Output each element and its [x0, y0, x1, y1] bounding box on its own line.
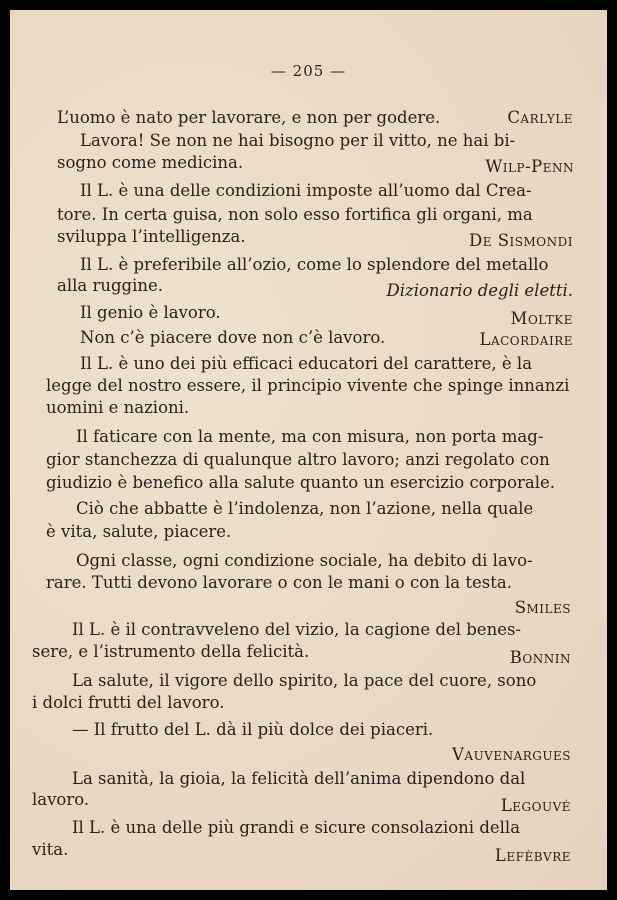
text-line: [10, 203, 607, 227]
line-text: gior stanchezza di qualunque altro lavoro; anzi regolato con: [46, 450, 550, 469]
quote-author: Wilp-Penn: [485, 157, 574, 176]
book-page: [10, 10, 607, 890]
quote-author: Lacordaire: [479, 330, 573, 349]
text-line: [10, 743, 607, 767]
line-text: Il faticare con la mente, ma con misura, non porta mag-: [76, 427, 544, 446]
line-text: Il L. è una delle condizioni imposte all’uomo dal Crea-: [80, 181, 532, 200]
line-text: Il L. è preferibile all’ozio, come lo splendore del metallo: [80, 255, 549, 274]
line-text: Non c’è piacere dove non c’è lavoro.: [80, 328, 386, 347]
text-line: [10, 301, 607, 328]
text-line: [10, 225, 607, 249]
line-text: vita.: [32, 840, 69, 859]
text-line: [10, 151, 607, 175]
text-line: [10, 326, 607, 350]
text-line: [10, 106, 607, 130]
text-line: [10, 396, 607, 420]
text-line: [10, 691, 607, 715]
text-line: [10, 497, 607, 521]
line-text: rare. Tutti devono lavorare o con le mani o con la testa.: [46, 573, 512, 592]
text-line: [10, 838, 607, 865]
text-line: [10, 669, 607, 693]
text-line: [10, 718, 607, 742]
text-line: [10, 374, 607, 398]
line-text: Il L. è il contravveleno del vizio, la cagione del benes-: [72, 620, 522, 639]
quote-author: Bonnin: [509, 648, 571, 667]
line-text: La salute, il vigore dello spirito, la pace del cuore, sono: [72, 671, 537, 690]
text-line: [10, 549, 607, 573]
line-text: giudizio è benefico alla salute quanto un esercizio corporale.: [46, 473, 556, 492]
text-line: [10, 571, 607, 595]
line-text: La sanità, la gioia, la felicità dell’anima dipendono dal: [72, 769, 526, 788]
line-text: Il genio è lavoro.: [80, 303, 221, 322]
line-text: tore. In certa guisa, non solo esso fortifica gli organi, ma: [57, 205, 533, 224]
text-line: [10, 816, 607, 840]
line-text: sere, e l’istrumento della felicità.: [32, 642, 310, 661]
line-text: sogno come medicina.: [57, 153, 244, 172]
quote-author: Dizionario degli eletti.: [386, 281, 573, 300]
line-text: Il L. è uno dei più efficaci educatori del carattere, è la: [80, 354, 533, 373]
line-text: alla ruggine.: [57, 276, 164, 295]
line-text: sviluppa l’intelligenza.: [57, 227, 246, 246]
text-line: [10, 471, 607, 495]
line-text: Il L. è una delle più grandi e sicure consolazioni della: [72, 818, 521, 837]
line-text: Ogni classe, ogni condizione sociale, ha debito di lavo-: [76, 551, 533, 570]
line-text: L’uomo è nato per lavorare, e non per godere.: [57, 108, 441, 127]
text-line: [10, 788, 607, 815]
line-text: lavoro.: [32, 790, 90, 809]
text-line: [10, 520, 607, 544]
line-text: i dolci frutti del lavoro.: [32, 693, 225, 712]
quote-author: Vauvenargues: [451, 745, 571, 764]
text-line: [10, 179, 607, 203]
quote-author: Legouvé: [500, 796, 571, 815]
quote-author: Lefèbvre: [494, 846, 571, 865]
line-text: Lavora! Se non ne hai bisogno per il vitto, ne hai bi-: [80, 131, 516, 150]
line-text: è vita, salute, piacere.: [46, 522, 232, 541]
text-line: [10, 596, 607, 620]
text-line: [10, 618, 607, 642]
quote-author: Carlyle: [507, 108, 573, 127]
quote-author: De Sismondi: [469, 231, 573, 250]
text-line: [10, 274, 607, 298]
line-text: — Il frutto del L. dà il più dolce dei piaceri.: [72, 720, 434, 739]
quote-author: Moltke: [510, 309, 573, 328]
quote-author: Smiles: [514, 598, 571, 617]
text-line: [10, 640, 607, 667]
line-text: Ciò che abbatte è l’indolenza, non l’azione, nella quale: [76, 499, 534, 518]
text-line: [10, 129, 607, 153]
line-text: legge del nostro essere, il principio vivente che spinge innanzi: [46, 376, 570, 395]
page-number: — 205 —: [270, 62, 347, 80]
text-line: [10, 425, 607, 449]
line-text: uomini e nazioni.: [46, 398, 190, 417]
text-line: [10, 448, 607, 472]
text-line: [10, 352, 607, 376]
